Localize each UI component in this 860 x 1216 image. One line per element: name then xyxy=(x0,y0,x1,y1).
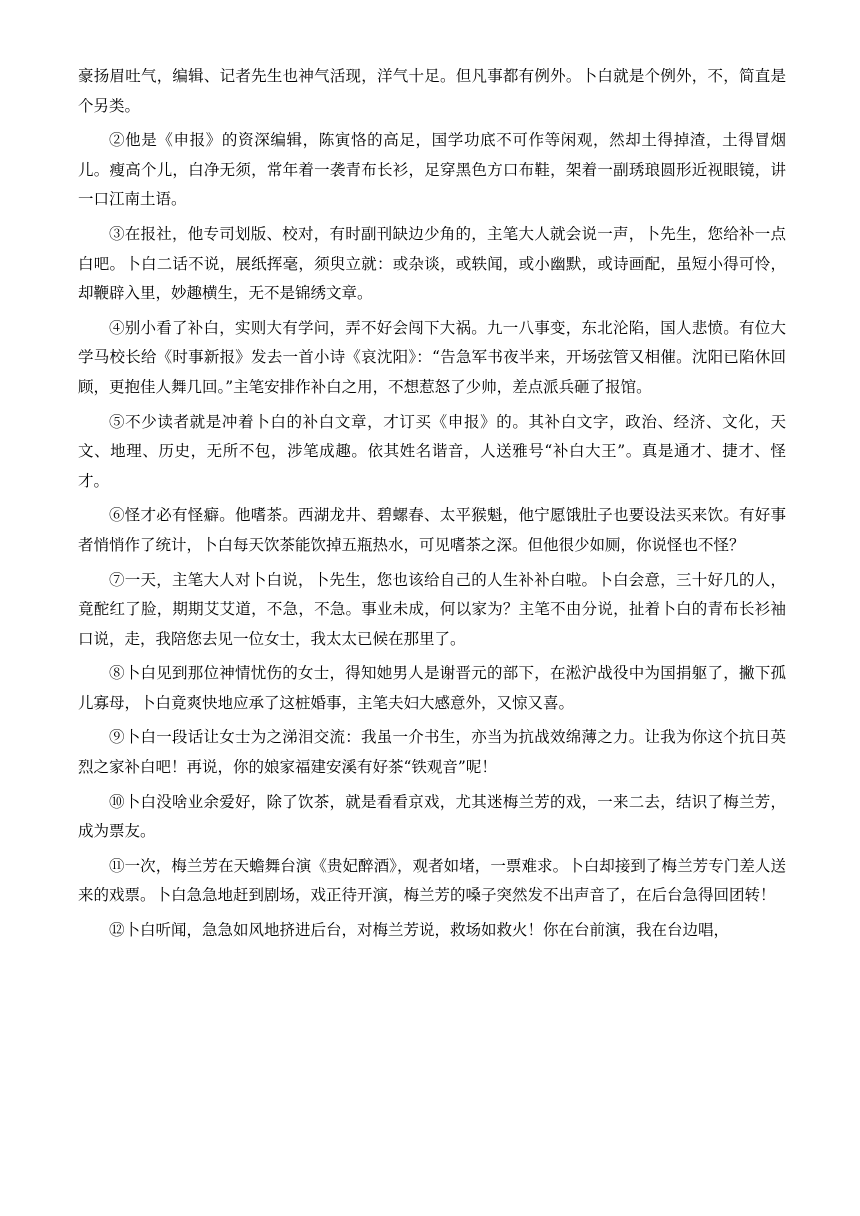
paragraph-7: ⑦一天，主笔大人对卜白说，卜先生，您也该给自己的人生补补白啦。卜白会意，三十好几的人，竟酡红了脸，期期艾艾道，不急，不急。事业未成，何以家为？主笔不由分说，扯着卜白的青布长衫袖口说，走，我陪您去见一位女士，我太太已候在那里了。 xyxy=(78,570,786,648)
paragraph-3: ③在报社，他专司划版、校对，有时副刊缺边少角的，主笔大人就会说一声，卜先生，您给补一点白吧。卜白二话不说，展纸挥毫，须臾立就：或杂谈，或轶闻，或小幽默，或诗画配，虽短小得可怜，却鞭辟入里，妙趣横生，无不是锦绣文章。 xyxy=(78,224,786,303)
paragraph-9: ⑨卜白一段话让女士为之涕泪交流：我虽一介书生，亦当为抗战效绵薄之力。让我为你这个抗日英烈之家补白吧！再说，你的娘家福建安溪有好茶“铁观音”呢！ xyxy=(78,728,786,777)
paragraph-5: ⑤不少读者就是冲着卜白的补白文章，才订买《申报》的。其补白文字，政治、经济、文化，天文、地理、历史，无所不包，涉笔成趣。依其姓名谐音，人送雅号“补白大王”。真是通才、捷才、怪才。 xyxy=(78,412,786,490)
paragraph-4: ④别小看了补白，实则大有学问，弄不好会闯下大祸。九一八事变，东北沦陷，国人悲愤。有位大学马校长给《时事新报》发去一首小诗《哀沈阳》：“告急军书夜半来，开场弦管又相催。沈阳已陷休回顾，更抱佳人舞几回。”主笔安排作补白之用，不想惹怒了少帅，差点派兵砸了报馆。 xyxy=(78,318,786,396)
paragraph-continued: 豪扬眉吐气，编辑、记者先生也神气活现，洋气十足。但凡事都有例外。卜白就是个例外，不，简直是个另类。 xyxy=(78,67,786,115)
paragraph-8: ⑧卜白见到那位神情忧伤的女士，得知她男人是谢晋元的部下，在淞沪战役中为国捐躯了，撇下孤儿寡母，卜白竟爽快地应承了这桩婚事，主笔夫妇大感意外，又惊又喜。 xyxy=(78,664,786,712)
paragraph-6: ⑥怪才必有怪癖。他嗜茶。西湖龙井、碧螺春、太平猴魁，他宁愿饿肚子也要设法买来饮。有好事者悄悄作了统计，卜白每天饮茶能饮掉五瓶热水，可见嗜茶之深。但他很少如厕，你说怪也不怪？ xyxy=(78,506,786,554)
paragraph-2: ②他是《申报》的资深编辑，陈寅恪的高足，国学功底不可作等闲观，然却土得掉渣，土得冒烟儿。瘦高个儿，白净无须，常年着一袭青布长衫，足穿黑色方口布鞋，架着一副琇琅圆形近视眼镜，讲一口江南土语。 xyxy=(78,131,786,209)
document-page xyxy=(78,62,786,951)
paragraph-11: ⑪一次，梅兰芳在天蟾舞台演《贵妃醉酒》，观者如堵，一票难求。卜白却接到了梅兰芳专门差人送来的戏票。卜白急急地赶到剧场，戏正待开演，梅兰芳的嗓子突然发不出声音了，在后台急得回团转！ xyxy=(78,856,786,905)
paragraph-10: ⑩卜白没啥业余爱好，除了饮茶，就是看看京戏，尤其迷梅兰芳的戏，一来二去，结识了梅兰芳，成为票友。 xyxy=(78,792,786,841)
paragraph-12: ⑫卜白听闻，急急如风地挤进后台，对梅兰芳说，救场如救火！你在台前演，我在台边唱， xyxy=(109,921,730,940)
